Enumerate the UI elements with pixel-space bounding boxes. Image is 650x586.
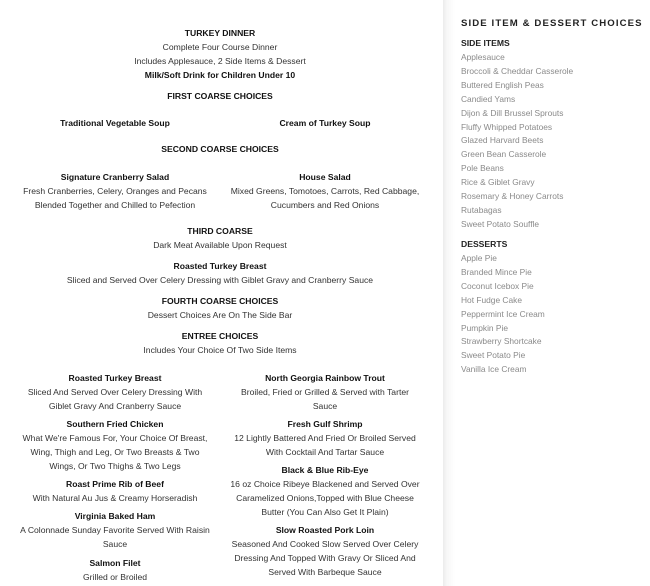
fourth-course-desc: Dessert Choices Are On The Side Bar bbox=[147, 310, 293, 320]
entree-line: 16 oz Choice Ribeye Blackened and Served Over bbox=[230, 479, 420, 489]
entree-line: Wings, Or Two Thighs & Two Legs bbox=[49, 461, 181, 471]
entree-title: Salmon Filet bbox=[89, 558, 141, 568]
side-item-link[interactable]: Broccoli & Cheddar Casserole bbox=[461, 65, 574, 76]
second-course-right bbox=[220, 170, 430, 212]
side-item-link[interactable]: Candied Yams bbox=[461, 93, 516, 104]
side-item-link[interactable]: Fluffy Whipped Potatoes bbox=[461, 121, 553, 132]
entree-line: Wing, Thigh and Leg, Or Two Breasts & Two bbox=[30, 447, 200, 457]
entree-line: Sliced And Served Over Celery Dressing With bbox=[27, 387, 203, 397]
side-item-link[interactable]: Pole Beans bbox=[461, 163, 504, 174]
side-item-link[interactable]: Rutabagas bbox=[461, 204, 502, 215]
entree-line: Sauce bbox=[312, 401, 338, 411]
dessert-link[interactable]: Strawberry Shortcake bbox=[461, 336, 542, 347]
second-course-left bbox=[10, 170, 220, 212]
entree-item bbox=[10, 477, 220, 505]
third-course-heading: THIRD COARSE bbox=[187, 226, 253, 236]
entree-item bbox=[10, 509, 220, 551]
dessert-link[interactable]: Sweet Potato Pie bbox=[461, 350, 526, 361]
dessert-link[interactable]: Peppermint Ice Cream bbox=[461, 308, 545, 319]
salad-desc: Mixed Greens, Tomotoes, Carrots, Red Cabbage, bbox=[230, 186, 420, 196]
entree-title: North Georgia Rainbow Trout bbox=[265, 373, 385, 383]
side-item-link[interactable]: Applesauce bbox=[461, 52, 505, 62]
salad-title: Signature Cranberry Salad bbox=[60, 172, 170, 182]
entree-line: Butter (You Can Also Get It Plain) bbox=[261, 507, 389, 517]
desserts-list bbox=[461, 252, 545, 377]
dinner-note: Milk/Soft Drink for Children Under 10 bbox=[144, 70, 296, 80]
entree-title: Southern Fried Chicken bbox=[66, 419, 164, 429]
second-course-heading: SECOND COARSE CHOICES bbox=[161, 144, 279, 154]
first-course-left: Traditional Vegetable Soup bbox=[60, 118, 170, 128]
entree-title: Slow Roasted Pork Loin bbox=[275, 525, 375, 535]
entree-line: Broiled, Fried or Grilled & Served with Tarter bbox=[241, 387, 409, 397]
entree-line: A Colonnade Sunday Favorite Served With Raisin bbox=[20, 525, 210, 535]
third-course-item-desc: Sliced and Served Over Celery Dressing with Giblet Gravy and Cranberry Sauce bbox=[66, 275, 374, 285]
side-item-link[interactable]: Rosemary & Honey Carrots bbox=[461, 191, 564, 202]
entree-item bbox=[10, 371, 220, 413]
sidebar bbox=[443, 0, 650, 586]
entree-line: Giblet Gravy And Cranberry Sauce bbox=[48, 401, 182, 411]
entree-line: With Cocktail And Tartar Sauce bbox=[265, 447, 385, 457]
entree-line: With Natural Au Jus & Creamy Horseradish bbox=[32, 493, 198, 503]
entree-desc: Includes Your Choice Of Two Side Items bbox=[143, 345, 297, 355]
side-items-heading: SIDE ITEMS bbox=[461, 38, 510, 48]
entree-title: Roast Prime Rib of Beef bbox=[66, 479, 164, 489]
entree-item bbox=[220, 463, 430, 519]
first-course-right: Cream of Turkey Soup bbox=[279, 118, 371, 128]
dessert-link[interactable]: Branded Mince Pie bbox=[461, 266, 532, 277]
entree-item bbox=[220, 417, 430, 459]
entree-line: Dressing And Topped With Gravy Or Sliced And bbox=[234, 553, 416, 563]
third-course-desc: Dark Meat Available Upon Request bbox=[153, 240, 287, 250]
fourth-course-heading: FOURTH COARSE CHOICES bbox=[161, 296, 279, 306]
third-course-item-title: Roasted Turkey Breast bbox=[173, 261, 267, 271]
salad-desc: Cucumbers and Red Onions bbox=[270, 200, 380, 210]
entree-item bbox=[220, 523, 430, 579]
dessert-link[interactable]: Apple Pie bbox=[461, 253, 497, 263]
third-course bbox=[0, 224, 440, 252]
entree-line: Served With Barbeque Sauce bbox=[268, 567, 382, 577]
entree-heading: ENTREE CHOICES bbox=[181, 331, 259, 341]
side-item-link[interactable]: Glazed Harvard Beets bbox=[461, 135, 544, 146]
entree-item bbox=[10, 556, 220, 584]
entree-item bbox=[10, 417, 220, 473]
desserts-heading: DESSERTS bbox=[461, 239, 508, 249]
first-course-heading: FIRST COARSE CHOICES bbox=[167, 91, 273, 101]
sidebar-title: SIDE ITEM & DESSERT CHOICES bbox=[461, 18, 643, 29]
entree-title: Fresh Gulf Shrimp bbox=[287, 419, 363, 429]
salad-desc: Blended Together and Chilled to Pefection bbox=[34, 200, 196, 210]
entree-line: Sauce bbox=[102, 539, 128, 549]
entree-line: Seasoned And Cooked Slow Served Over Celery bbox=[231, 539, 419, 549]
dessert-link[interactable]: Pumpkin Pie bbox=[461, 322, 509, 333]
dessert-link[interactable]: Hot Fudge Cake bbox=[461, 294, 522, 305]
side-item-link[interactable]: Green Bean Casserole bbox=[461, 149, 547, 160]
dinner-intro bbox=[0, 26, 440, 82]
dessert-link[interactable]: Coconut Icebox Pie bbox=[461, 280, 534, 291]
side-items-list bbox=[461, 51, 573, 232]
side-item-link[interactable]: Rice & Giblet Gravy bbox=[461, 177, 535, 188]
dessert-link[interactable]: Vanilla Ice Cream bbox=[461, 364, 527, 375]
entree-title: Roasted Turkey Breast bbox=[68, 373, 162, 383]
fourth-course bbox=[0, 294, 440, 322]
side-item-link[interactable]: Sweet Potato Souffle bbox=[461, 218, 540, 229]
dinner-title: TURKEY DINNER bbox=[184, 28, 256, 38]
third-course-item bbox=[0, 259, 440, 287]
entree-line: Caramelized Onions,Topped with Blue Cheese bbox=[236, 493, 414, 503]
dinner-line: Complete Four Course Dinner bbox=[162, 42, 278, 52]
salad-title: House Salad bbox=[299, 172, 351, 182]
dinner-line: Includes Applesauce, 2 Side Items & Dessert bbox=[134, 56, 306, 66]
side-item-link[interactable]: Buttered English Peas bbox=[461, 79, 544, 90]
salad-desc: Fresh Cranberries, Celery, Oranges and Pecans bbox=[23, 186, 207, 196]
entree-item bbox=[220, 371, 430, 413]
entree-line: Grilled or Broiled bbox=[83, 572, 147, 582]
entree-line: 12 Lightly Battered And Fried Or Broiled Served bbox=[234, 433, 416, 443]
side-item-link[interactable]: Dijon & Dill Brussel Sprouts bbox=[461, 107, 564, 118]
entree-title: Black & Blue Rib-Eye bbox=[281, 465, 369, 475]
entree-line: What We're Famous For, Your Choice Of Breast, bbox=[22, 433, 208, 443]
entree-section bbox=[0, 329, 440, 357]
entree-title: Virginia Baked Ham bbox=[74, 511, 156, 521]
